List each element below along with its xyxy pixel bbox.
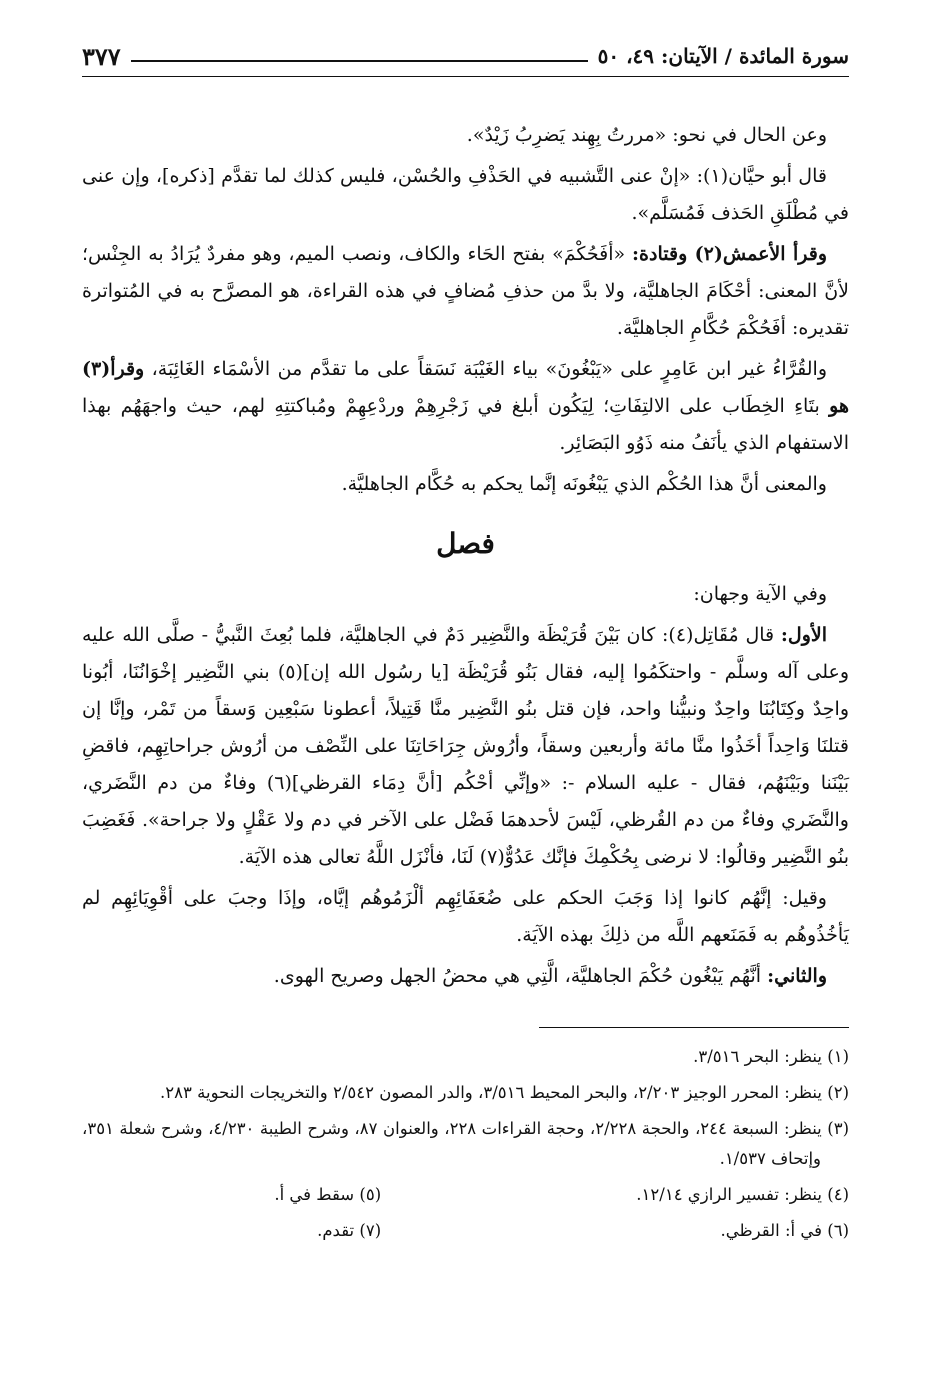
paragraph-4-text-b: بتَاءِ الخِطَاب على الالتِفَاتِ؛ لِيَكُون أبلغ في زَجْرِهِمْ وردْعِهِمْ ومُباكتتِهِ لهم، حيث واجهَهُم بهذا الاستفهام الذي يأنَفُ منه ذَوُو البَصَائِر. — [82, 395, 849, 454]
paragraph-3-lead: وقرأ الأعمش(٢) وقتادة: — [632, 243, 827, 265]
footnote-7: (٧) تقدم. — [317, 1221, 382, 1240]
paragraph-9-lead: والثاني: — [767, 965, 827, 987]
paragraph-3-text: «أفَحُكْمَ» بفتح الحَاء والكاف، ونصب الميم، وهو مفردٌ يُرَادُ به الجِنْس؛ لأنَّ المعنى: أحْكَامَ الجاهليَّة، ولا بدَّ من حذفِ مُضافٍ في هذه القراءة، هو المصرَّح به في المُتواترة تقديره: أفَحُكْمَ حُكَّامِ الجاهليَّة. — [82, 243, 849, 339]
paragraph-7-text: قال مُقَاتِل(٤): كان بَيْنَ قُرَيْظَة والنَّضِير دَمٌ في الجاهليَّة، فلما بُعِثَ النَّبيُّ - صلَّى الله عليه وعلى آله وسلَّم - واحتكَمُوا إليه، فقال بَنُو قُرَيْظَة [يا رسُول الله إن](٥) بني النَّضِير إخْوَانُنَا، أبُونا واحِدٌ وكِتَابُنَا واحِدٌ ونبيُّنا واحد، فإن قتل بنُو النَّضِير منَّا قَتِيلاً، أعطونا سَبْعِين وَسقاً من تَمْر، وإنَّا إن قتلنَا وَاحِداً أخَذُوا منَّا مائة وأربعين وسقاً، وأرُوش جِرَاحَاتِنَا على النِّصْف من أرُوش جراحاتِهِم، فاقضِ بَيْنَنا وبَيْنَهُم، فقال - عليه السلام -: «وإنِّي أحْكُم [أنَّ دِمَاء القرظي](٦) وفاءٌ من دم النَّضَري، والنَّضَري وفاءٌ من دم القُرظي، لَيْسَ لأحدهمَا فَضْل على الآخر في دم ولا عَقْلٍ ولا جراحة». فَغَضِبَ بنُو النَّضِير وقالُوا: لا نرضى بِحُكْمِكَ فإنَّك عَدُوٌّ(٧) لَنَا، فأنْزَل اللَّهُ تعالى هذه الآيَة. — [82, 624, 849, 868]
paragraph-5: والمعنى أنَّ هذا الحُكْم الذي يَبْغُونَه إنَّما يحكم به حُكَّام الجاهليَّة. — [341, 473, 827, 495]
footnote-1: (١) ينظر: البحر ٣/٥١٦. — [693, 1047, 849, 1066]
paragraph-2: قال أبو حيَّان(١): «إنْ عنى التَّشبيه في الحَذْفِ والحُسْن، فليس كذلك لما تقدَّم [ذكره]، وإن عنى في مُطْلَقِ الحَذف فَمُسَلَّم». — [82, 165, 849, 224]
footnote-divider — [539, 1027, 849, 1028]
paragraph-3 — [82, 236, 849, 347]
footnotes — [82, 1042, 849, 1246]
header-underline — [82, 76, 849, 77]
footnote-4: (٤) ينظر: تفسير الرازي ١٢/١٤. — [636, 1185, 849, 1204]
paragraph-4-text-a: والقُرَّاءُ غير ابن عَامِرٍ على «يَبْغُونَ» بياء الغَيْبَة نَسَقاً على ما تقدَّم من الأسْمَاء الغَائِبَة، — [151, 358, 827, 380]
paragraph-4-lead: وقرأ(٣) هو — [82, 358, 850, 417]
paragraph-1: وعن الحال في نحو: «مررتُ بِهِند يَضرِبُ زَيْدٌ». — [466, 124, 827, 146]
section-heading: فصل — [436, 527, 495, 560]
page-number: ٣٧٧ — [82, 41, 121, 71]
paragraph-9-text: أنَّهُم يَبْغُون حُكْمَ الجاهليَّة، الَّتِي هي محضُ الجهل وصريح الهوى. — [273, 965, 762, 987]
paragraph-7-lead: الأول: — [780, 624, 827, 646]
footnote-5: (٥) سقط في أ. — [274, 1185, 382, 1204]
footnote-2: (٢) ينظر: المحرر الوجيز ٢/٢٠٣، والبحر المحيط ٣/٥١٦، والدر المصون ٢/٥٤٢ والتخريجات النحوية ٢٨٣. — [160, 1083, 849, 1102]
paragraph-6: وفي الآية وجهان: — [693, 583, 827, 605]
paragraph-8: وقيل: إنَّهُم كانوا إذا وَجَبَ الحكم على ضُعَفَائِهِم ألْزَمُوهُم إيَّاه، وإذَا وجبَ على أقْوِيَائِهِم لم يَأخُذُوهُم به فَمَنَعهم اللَّه من ذلِكَ بهذه الآيَة. — [82, 887, 849, 946]
header-rule — [131, 60, 588, 62]
footnote-row-6-7 — [82, 1216, 849, 1246]
footnote-row-4-5 — [82, 1180, 849, 1210]
paragraph-9 — [82, 958, 849, 995]
page-header — [82, 38, 849, 74]
paragraph-7 — [82, 617, 849, 876]
paragraph-4 — [82, 351, 849, 462]
main-text — [82, 117, 849, 995]
footnote-6: (٦) في أ: القرظي. — [720, 1221, 849, 1240]
footnote-3: (٣) ينظر: السبعة ٢٤٤، والحجة ٢/٢٢٨، وحجة القراءات ٢٢٨، والعنوان ٨٧، وشرح الطيبة ٤/٢٣٠، وشرح شعلة ٣٥١، وإتحاف ١/٥٣٧. — [82, 1119, 850, 1168]
surah-title: سورة المائدة / الآيتان: ٤٩، ٥٠ — [597, 44, 849, 68]
